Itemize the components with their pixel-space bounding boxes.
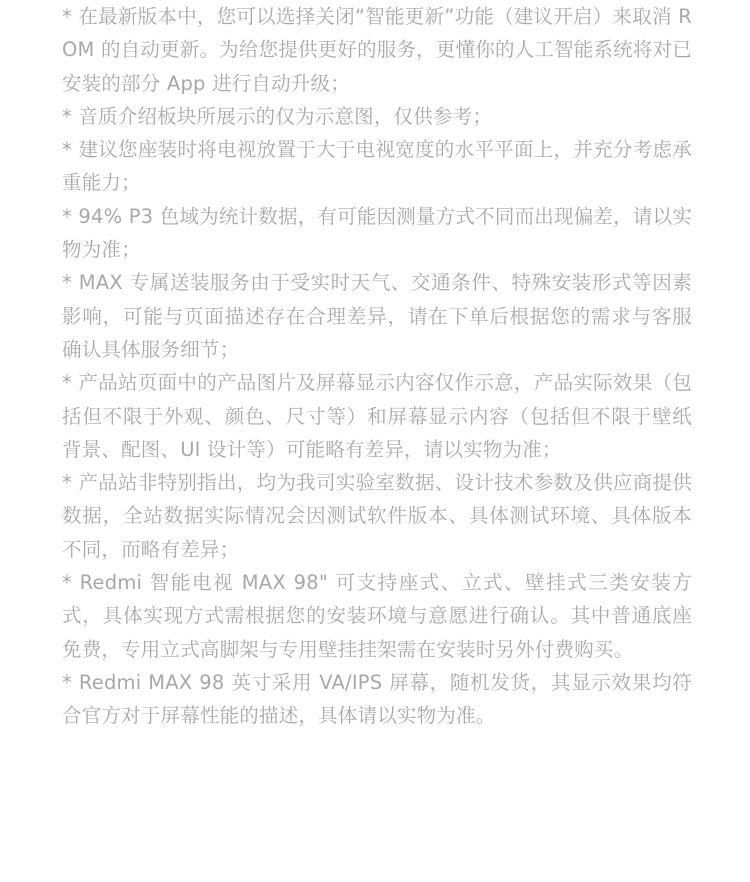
disclaimer-notes-list xyxy=(62,0,692,733)
note-lab-data: * 产品站非特别指出，均为我司实验室数据、设计技术参数及供应商提供数据，全站数据实际情况会因测试软件版本、具体测试环境、具体版本不同，而略有差异； xyxy=(62,471,692,561)
note-panel-type: * Redmi MAX 98 英寸采用 VA/IPS 屏幕，随机发货，其显示效果均符合官方对于屏幕性能的描述，具体请以实物为准。 xyxy=(62,670,692,728)
note-max-delivery-service: * MAX 专属送装服务由于受实时天气、交通条件、特殊安装形式等因素影响，可能与页面描述存在合理差异，请在下单后根据您的需求与客服确认具体服务细节； xyxy=(62,271,692,361)
note-seat-installation: * 建议您座装时将电视放置于大于电视宽度的水平平面上，并充分考虑承重能力； xyxy=(62,138,692,195)
note-installation-options: * Redmi 智能电视 MAX 98" 可支持座式、立式、壁挂式三类安装方式，具体实现方式需根据您的安装环境与意愿进行确认。其中普通底座免费，专用立式高脚架与专用壁挂挂架需在安装时另外付费购买。 xyxy=(62,571,692,661)
note-audio-illustration: * 音质介绍板块所展示的仅为示意图，仅供参考； xyxy=(62,104,493,128)
note-color-gamut: * 94% P3 色域为统计数据，有可能因测量方式不同而出现偏差，请以实物为准； xyxy=(62,204,692,262)
note-product-images: * 产品站页面中的产品图片及屏幕显示内容仅作示意，产品实际效果（包括但不限于外观、颜色、尺寸等）和屏幕显示内容（包括但不限于壁纸背景、配图、UI 设计等）可能略有差异，请以实物为准； xyxy=(62,371,692,461)
note-smart-update: * 在最新版本中，您可以选择关闭“智能更新”功能（建议开启）来取消 ROM 的自动更新。为给您提供更好的服务，更懂你的人工智能系统将对已安装的部分 App 进行自动升级； xyxy=(62,5,692,95)
